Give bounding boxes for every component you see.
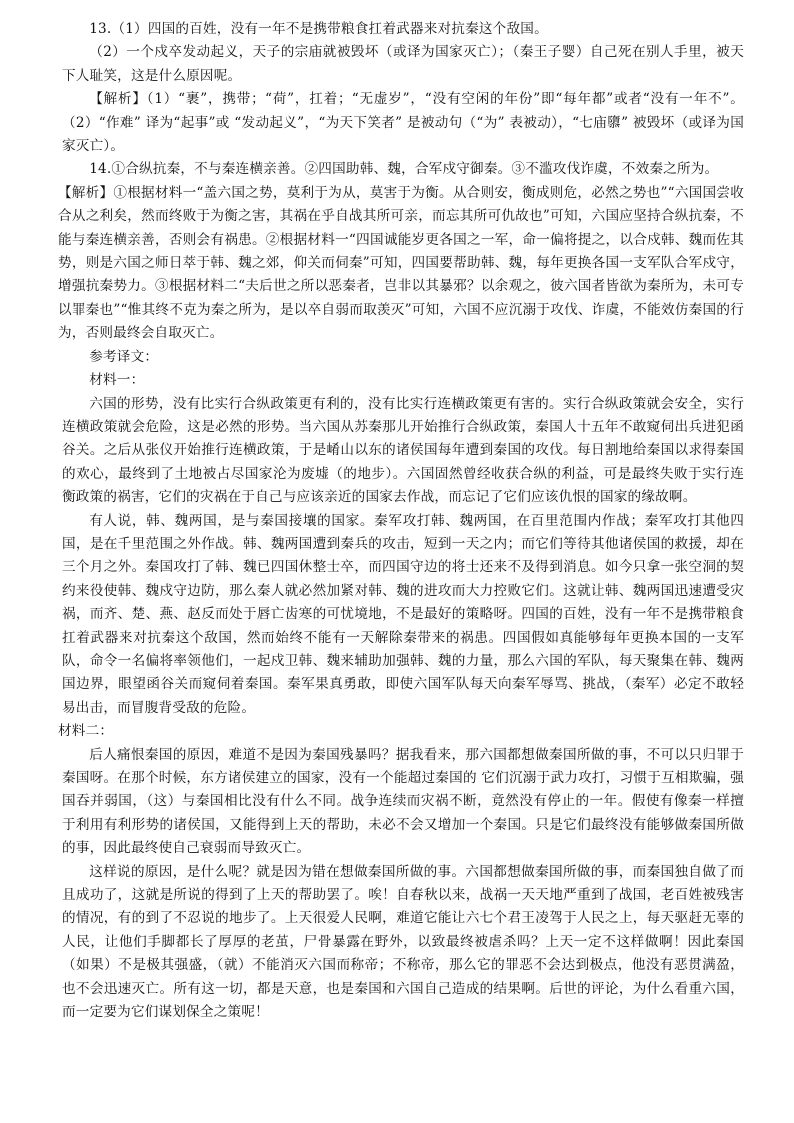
material-1-paragraph-2: 有人说，韩、魏两国，是与秦国接壤的国家。秦军攻打韩、魏两国，在百里范围内作战；秦军攻打其他四国，是在千里范围之外作战。韩、魏两国遭到秦兵的攻击，短到一天之内；而它们等待其他诸侯国的救援，却在三个月之外。秦国攻打了韩、魏已四国休整士卒，而四国守边的将士还来不及得到消息。如今只拿一张空洞的契约来役使韩、魏戍守边防，那么秦人就必然加紧对韩、魏的进攻而大力控败它们。这就让韩、魏两国迅速遭受灾祸，而齐、楚、燕、赵反而处于唇亡齿寒的可忧境地，不是最好的策略呀。四国的百姓，没有一年不是携带粮食扛着武器来对抗秦这个敌国，然而始终不能有一天解除秦带来的祸患。四国假如真能够每年更换本国的一支军队，命令一名偏将率领他们，一起戍卫韩、魏来辅助加强韩、魏的力量，那么六国的军队，每天聚集在韩、魏两国边界，眼望函谷关而窥伺着秦国。秦军果真勇敢，即使六国军队每天向秦军辱骂、挑战，（秦军）必定不敢轻易出击，而冒腹背受敌的危险。 [62, 512, 744, 716]
material-2-paragraph-2: 这样说的原因，是什么呢？就是因为错在想做秦国所做的事。六国都想做秦国所做的事，而秦国独自做了而且成功了，这就是所说的得到了上天的帮助罢了。唉！自春秋以来，战祸一天天地严重到了战国，老百姓被残害的情况，有的到了不忍说的地步了。上天很爱人民啊，难道它能让六七个君王凌驾于人民之上，每天驱赶无辜的人民，让他们手脚都长了厚厚的老茧，尸骨暴露在野外，以致最终被虐杀吗？上天一定不这样做啊！因此秦国（如果）不是极其强盛，（就）不能消灭六国而称帝；不称帝，那么它的罪恶不会达到极点，他没有恶贯满盈，也不会迅速灭亡。所有这一切，都是天意，也是秦国和六国自己造成的结果啊。后世的评论，为什么看重六国，而一定要为它们谋划保全之策呢！ [62, 863, 744, 1021]
translation-heading: 参考译文： [89, 348, 159, 365]
answer-13-2: （2）一个戍卒发动起义，天子的宗庙就被毁坏（或译为国家灭亡）；（秦王子婴）自己死在别人手里，被天下人耻笑，这是什么原因呢。 [62, 44, 744, 84]
material-1-paragraph-1: 六国的形势，没有比实行合纵政策更有利的，没有比实行连横政策更有害的。实行合纵政策就会安全，实行连横政策就会危险，这是必然的形势。当六国从苏秦那儿开始推行合纵政策，秦国人十五年不敢窥伺出兵进犯函谷关。之后从张仪开始推行连横政策，于是崤山以东的诸侯国每年遭到秦国的攻伐。每日割地给秦国以求得秦国的欢心，最终到了土地被占尽国家沦为废墟（的地步）。六国固然曾经收获合纵的利益，可是最终失败于实行连衡政策的祸害，它们的灾祸在于自己与应该亲近的国家去作战，而忘记了它们应该仇恨的国家的缘故啊。 [62, 395, 744, 506]
answer-13-1: 13.（1）四国的百姓，没有一年不是携带粮食扛着武器来对抗秦这个敌国。 [89, 21, 548, 37]
material-2-label: 材料二： [58, 723, 114, 740]
material-1-label: 材料一： [89, 372, 145, 389]
answer-14-analysis: 【解析】①根据材料一“盖六国之势，莫利于为从，莫害于为衡。从合则安，衡成则危，必然之势也”“六国国尝收合从之利矣，然而终败于为衡之害，其祸在乎自战其所可亲，而忘其所可仇故也”可知，六国应坚持合纵抗秦，不能与秦连横亲善，否则会有祸患。②根据材料一“四国诚能岁更各国之一军，命一偏将提之，以合戍韩、魏而佐其势，则是六国之师日萃于韩、魏之郊，仰关而伺秦”可知，四国要帮助韩、魏，每年更换各国一支军队合军戍守，增强抗秦势力。③根据材料二“夫后世之所以恶秦者，岂非以其暴邪？以余观之，彼六国者皆欲为秦所为，未可专以罪秦也”“惟其终不克为秦之所为，是以卒自弱而取羡灭”可知，六国不应沉溺于攻伐、诈虞，不能效仿秦国的行为，否则最终会自取灭亡。 [58, 184, 744, 342]
answer-13-analysis: 【解析】（1）“裹”，携带；“荷”，扛着；“无虚岁”，“没有空闲的年份”即“每年都”或者“没有一年不”。（2）“作难” 译为“起事”或 “发动起义”，“为天下笑者” 是被动句（“为” 表被动），“七庙隳” 被毁坏（或译为国家灭亡）。 [62, 91, 744, 155]
answer-14: 14.①合纵抗秦，不与秦连横亲善。②四国助韩、魏，合军戍守御秦。③不滥攻伐诈虞，不效秦之所为。 [89, 161, 719, 178]
material-2-paragraph-1: 后人痛恨秦国的原因，难道不是因为秦国残暴吗？据我看来，那六国都想做秦国所做的事，不可以只归罪于秦国呀。在那个时候，东方诸侯建立的国家，没有一个能超过秦国的 它们沉溺于武力攻打，习惯于互相欺骗，强国吞并弱国，（这）与秦国相比没有什么不同。战争连续而灾祸不断，竟然没有停止的一年。假使有像秦一样擅于利用有利形势的诸侯国，又能得到上天的帮助，未必不会又增加一个秦国。只是它们最终没有能够做秦国所做的事，因此最终使自己衰弱而导致灭亡。 [62, 746, 744, 857]
